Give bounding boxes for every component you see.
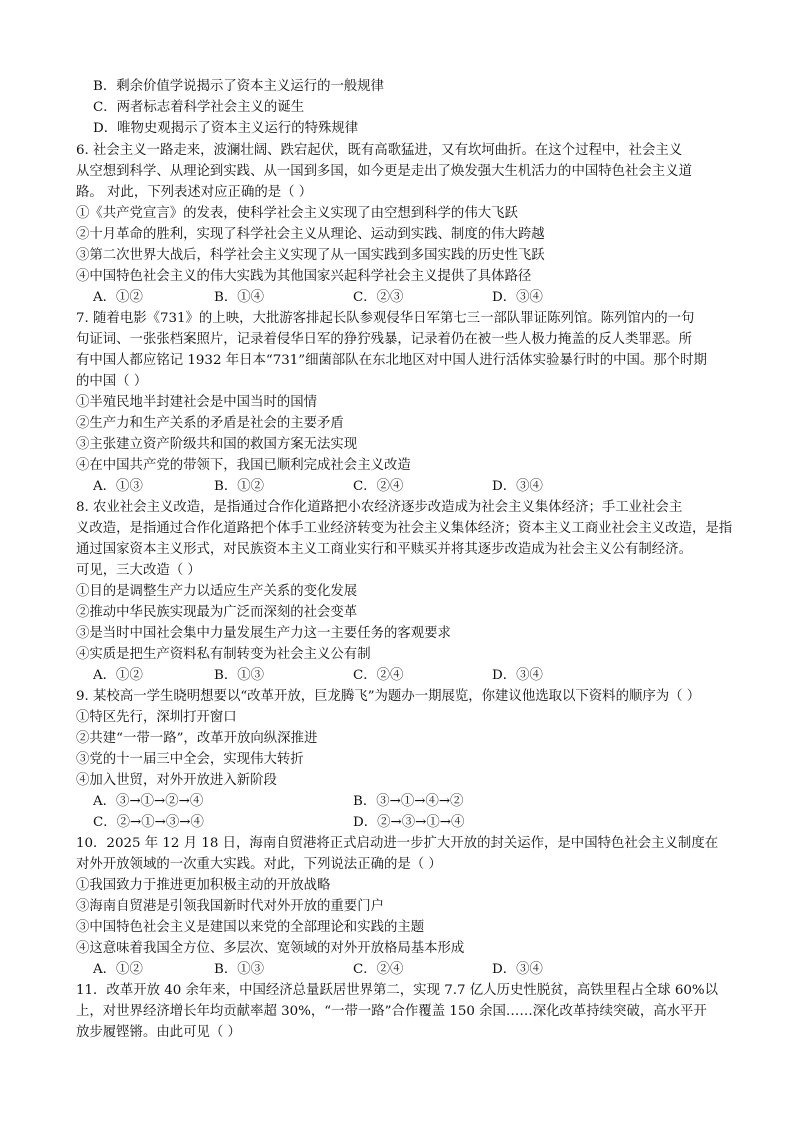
choice-b[interactable]: B．①③ [214,962,265,977]
question-6-stem: 6. 社会主义一路走来，波澜壮阔、跌宕起伏，既有高歌猛进，又有坎坷曲折。在这个过程中，社会主义 [76,143,683,158]
question-11-stem: 放步履铿锵。由此可见（ ） [76,1025,241,1040]
choice-d[interactable]: D．③④ [492,479,543,494]
choice-a[interactable]: A．①② [93,290,143,305]
question-7-stem: 有中国人都应铭记 1932 年日本“731”细菌部队在东北地区对中国人进行活体实验暴行时的中国。那个时期 [76,353,707,368]
statement-line: ②推动中华民族实现最为广泛而深刻的社会变革 [76,605,358,620]
question-8-stem: 可见，三大改造（ ） [76,563,201,578]
statement-line: ③第二次世界大战后，科学社会主义实现了从一国实践到多国实践的历史性飞跃 [76,248,545,263]
statement-line: ②生产力和生产关系的矛盾是社会的主要矛盾 [76,416,344,431]
question-6-stem: 从空想到科学、从理论到实践、从一国到多国，如今更是走出了焕发强大生机活力的中国特色社会主义道 [76,164,692,179]
choice-d[interactable]: D．③④ [492,962,543,977]
question-8-stem: 通过国家资本主义形式，对民族资本主义工商业实行和平赎买并将其逐步改造成为社会主义公有制经济。 [76,542,692,557]
statement-line: ③主张建立资产阶级共和国的救国方案无法实现 [76,437,358,452]
question-8-stem: 8. 农业社会主义改造，是指通过合作化道路把小农经济逐步改造成为社会主义集体经济；手工业社会主 [76,500,683,515]
statement-line: ①半殖民地半封建社会是中国当时的国情 [76,395,318,410]
question-10-stem: 10．2025 年 12 月 18 日，海南自贸港将正式启动进一步扩大开放的封关运作，是中国特色社会主义制度在 [76,836,719,851]
option-line: B．剩余价值学说揭示了资本主义运行的一般规律 [93,79,385,94]
choice-a[interactable]: A．①② [93,668,143,683]
question-8-stem: 义改造，是指通过合作化道路把个体手工业经济转变为社会主义集体经济；资本主义工商业社会主义改造，是指 [76,521,733,536]
choice-c[interactable]: C．②④ [353,479,404,494]
statement-line: ①《共产党宣言》的发表，使科学社会主义实现了由空想到科学的伟大飞跃 [76,206,518,221]
question-11-stem: 11．改革开放 40 余年来，中国经济总量跃居世界第二，实现 7.7 亿人历史性脱贫，高铁里程占全球 60%以 [76,983,719,998]
question-10-stem: 对外开放领域的一次重大实践。对此，下列说法正确的是（ ） [76,857,442,872]
choice-b[interactable]: B．①③ [214,668,265,683]
statement-line: ①目的是调整生产力以适应生产关系的变化发展 [76,584,358,599]
choice-d[interactable]: D．③④ [492,668,543,683]
choice-a[interactable]: A．①③ [93,479,143,494]
choice-c[interactable]: C．②④ [353,668,404,683]
option-line: D．唯物史观揭示了资本主义运行的特殊规律 [93,121,359,136]
choice-b[interactable]: B．①④ [214,290,265,305]
choice-d[interactable]: D．③④ [492,290,543,305]
statement-line: ③党的十一届三中全会，实现伟大转折 [76,752,304,767]
choice-b[interactable]: B．①② [214,479,265,494]
choice-c[interactable]: C．②④ [353,962,404,977]
statement-line: ①特区先行，深圳打开窗口 [76,710,237,725]
choice-a[interactable]: A．①② [93,962,143,977]
option-line: C．两者标志着科学社会主义的诞生 [93,100,305,115]
choice-c[interactable]: C．②③ [353,290,404,305]
question-7-stem: 句证词、一张张档案照片，记录着侵华日军的狰狞残暴，记录着仍在被一些人极力掩盖的反人类罪恶。所 [76,332,692,347]
question-11-stem: 上，对世界经济增长年均贡献率超 30%，“一带一路”合作覆盖 150 余国……深化改革持续突破，高水平开 [76,1004,707,1019]
question-9-stem: 9. 某校高一学生晓明想要以“改革开放，巨龙腾飞”为题办一期展览，你建议他选取以下资料的顺序为（ ） [76,689,701,704]
choice-b[interactable]: B．③→①→④→② [353,794,464,809]
statement-line: ②共建“一带一路”，改革开放向纵深推进 [76,731,318,746]
statement-line: ④在中国共产党的带领下，我国已顺利完成社会主义改造 [76,458,411,473]
statement-line: ④实质是把生产资料私有制转变为社会主义公有制 [76,647,371,662]
choice-d[interactable]: D．②→③→①→④ [353,815,465,830]
statement-line: ③中国特色社会主义是建国以来党的全部理论和实践的主题 [76,920,425,935]
question-7-stem: 的中国（ ） [76,374,148,389]
statement-line: ③是当时中国社会集中力量发展生产力这一主要任务的客观要求 [76,626,451,641]
statement-line: ③海南自贸港是引领我国新时代对外开放的重要门户 [76,899,384,914]
question-6-stem: 路。 对此，下列表述对应正确的是（ ） [76,185,313,200]
statement-line: ④中国特色社会主义的伟大实践为其他国家兴起科学社会主义提供了具体路径 [76,269,532,284]
statement-line: ①我国致力于推进更加积极主动的开放战略 [76,878,331,893]
choice-c[interactable]: C．②→①→③→④ [93,815,204,830]
statement-line: ②十月革命的胜利，实现了科学社会主义从理论、运动到实践、制度的伟大跨越 [76,227,545,242]
question-7-stem: 7. 随着电影《731》的上映，大批游客排起长队参观侵华日军第七三一部队罪证陈列馆。陈列馆内的一句 [76,311,695,326]
choice-a[interactable]: A．③→①→②→④ [93,794,204,809]
statement-line: ④这意味着我国全方位、多层次、宽领域的对外开放格局基本形成 [76,941,465,956]
statement-line: ④加入世贸，对外开放进入新阶段 [76,773,277,788]
